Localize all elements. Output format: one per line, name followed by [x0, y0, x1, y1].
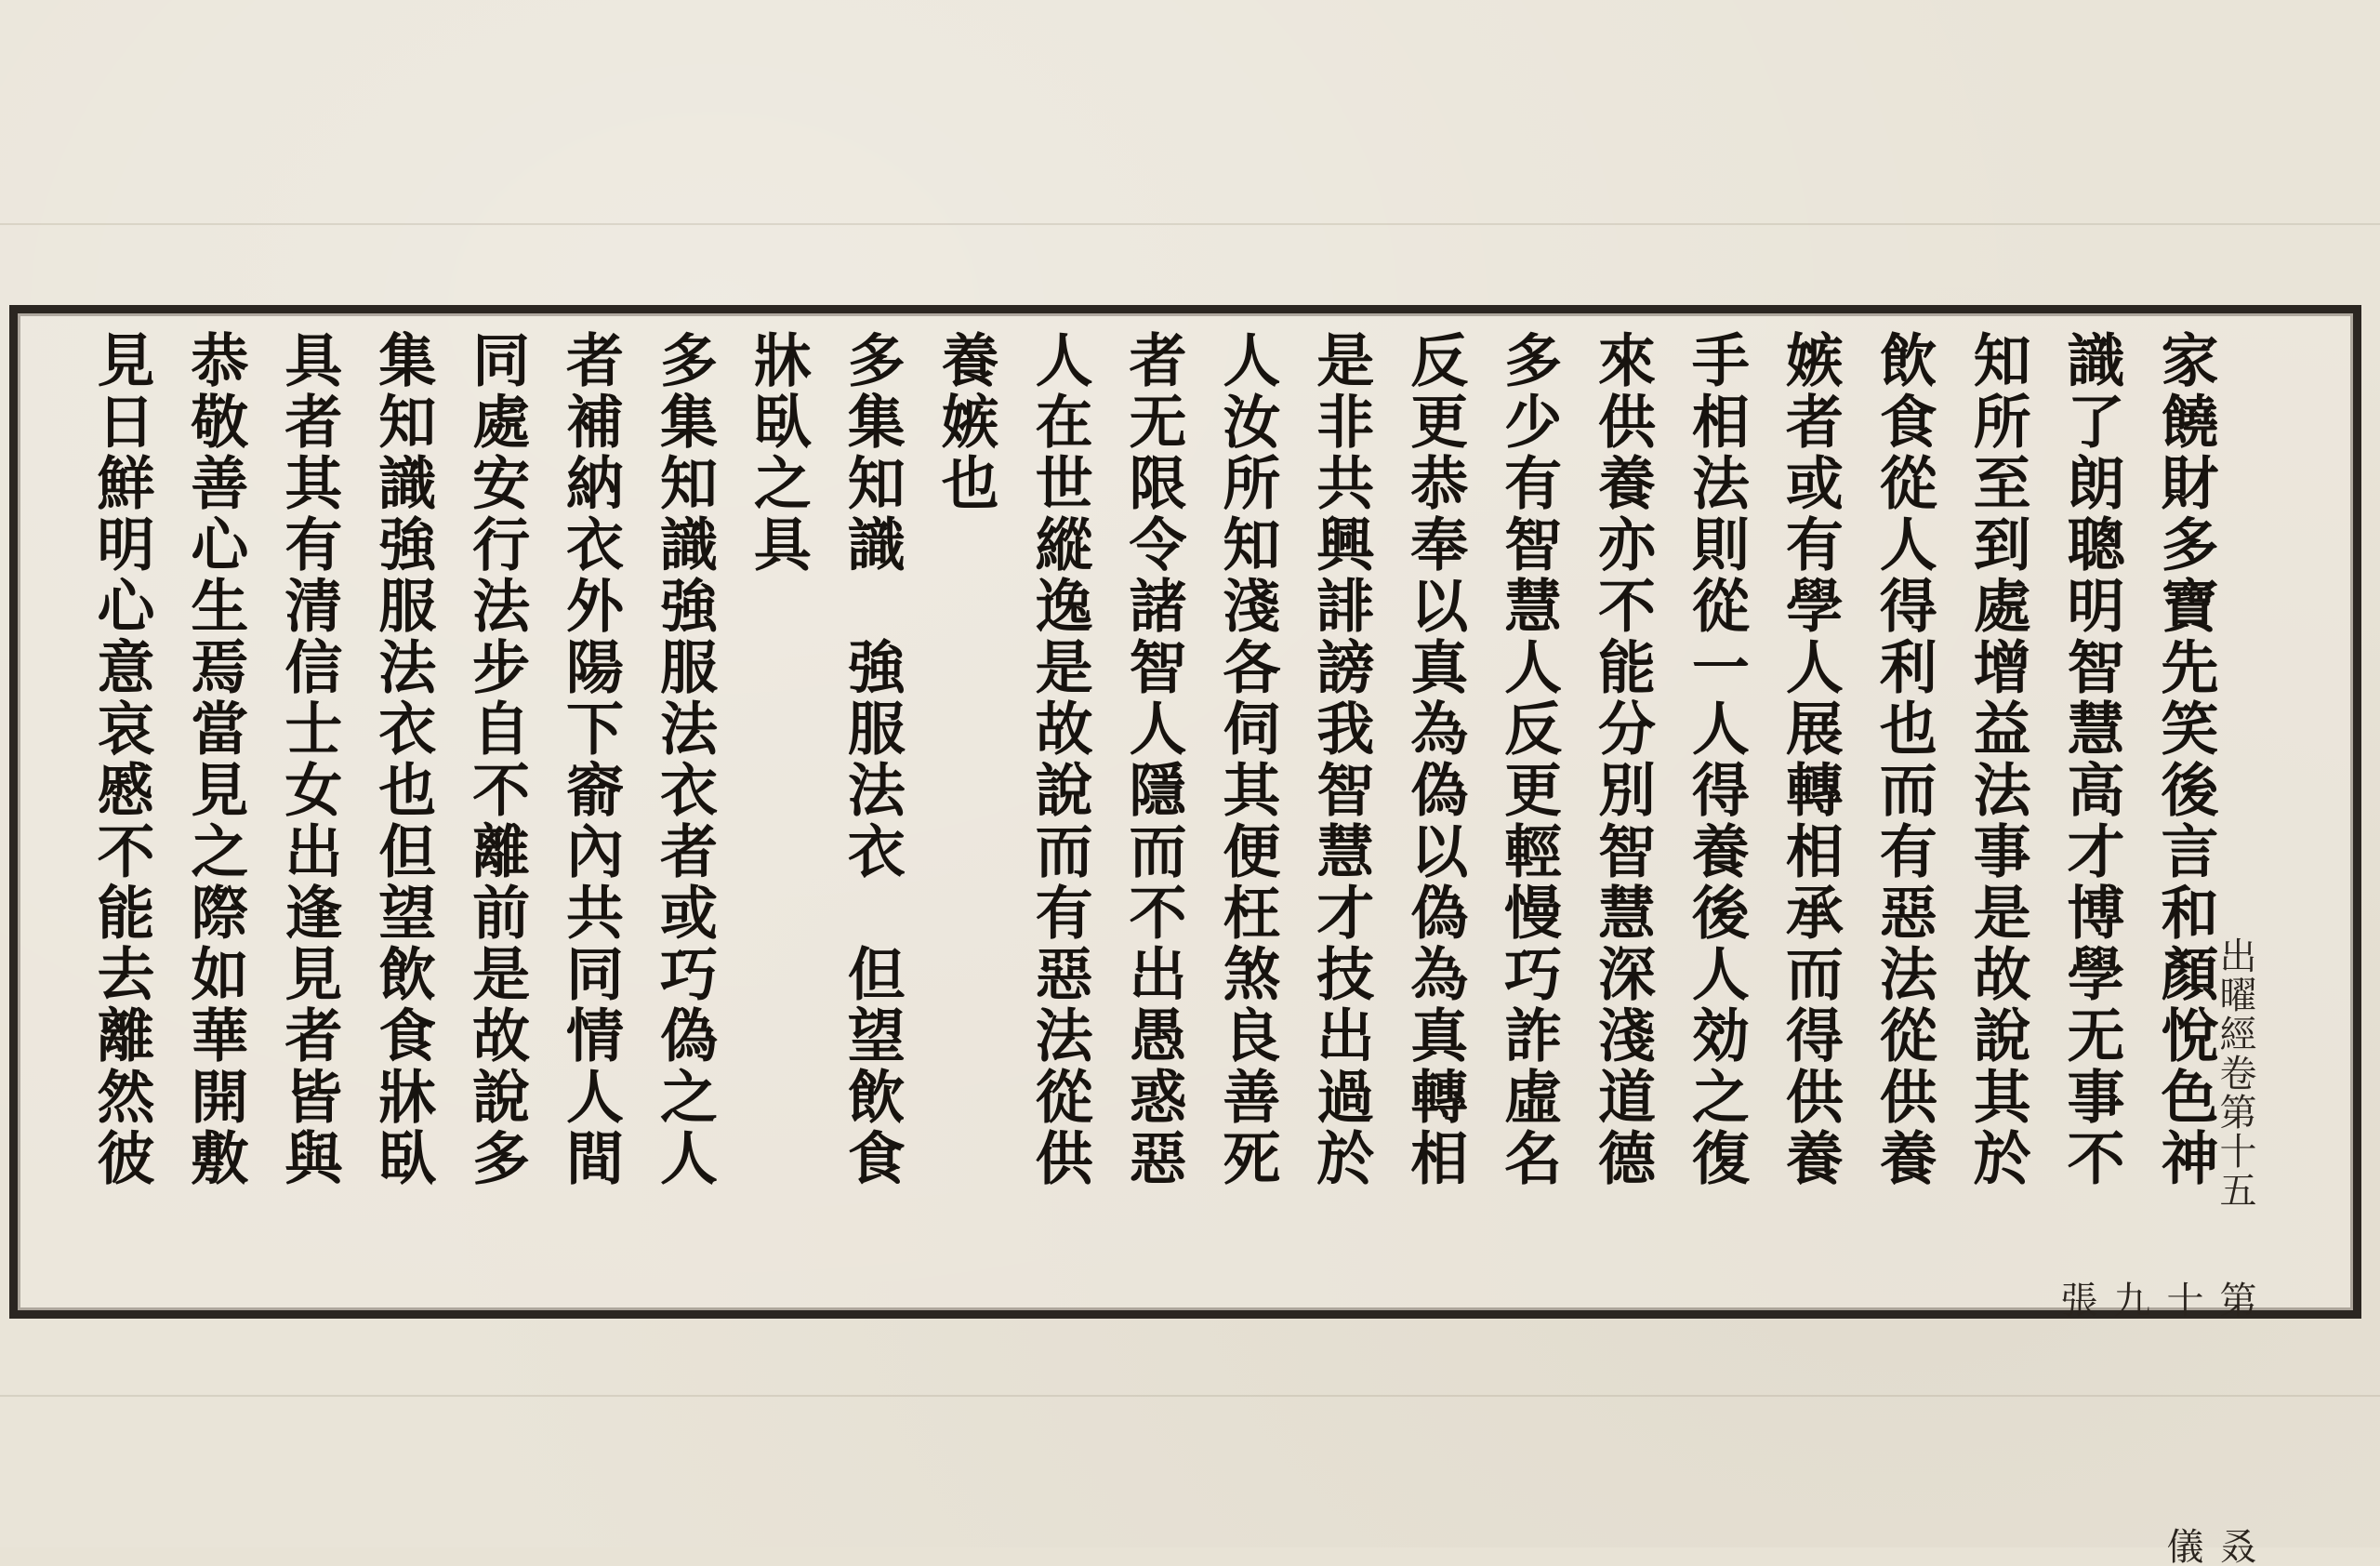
margin-leaf-number: 第十九張: [2055, 1281, 2256, 1320]
verse-column: 多集知識 強服法衣 但望飲食: [838, 330, 906, 1189]
text-column: 見日鮮明心意哀慼不能去離然彼: [87, 330, 155, 1189]
text-column: 人汝所知淺各伺其便枉煞良善死: [1212, 330, 1281, 1189]
text-column: 同處安行法步自不離前是故說多: [462, 330, 531, 1189]
text-column: 多集知識強服法衣者或巧偽之人: [650, 330, 719, 1189]
paper-crease: [0, 1395, 2380, 1397]
text-column: 恭敬善心生焉當見之際如華開敷: [180, 330, 249, 1189]
paper-crease: [0, 223, 2380, 225]
text-column: 反更恭奉以真為偽以偽為真轉相: [1400, 330, 1469, 1189]
text-column: 人在世縱逸是故說而有惡法從供: [1025, 330, 1094, 1189]
margin-carver-mark: 叒儀: [2161, 1527, 2256, 1566]
margin-sutra-title: 出曜經卷第十五: [2214, 936, 2256, 1210]
text-column: 家饒財多寶先笑後言和顏悅色神: [2150, 330, 2219, 1189]
text-column: 識了朗聰明智慧高才博學无事不: [2057, 330, 2126, 1189]
text-column: 嫉者或有學人展轉相承而得供養: [1776, 330, 1844, 1189]
text-column: 手相法則從一人得養後人効之復: [1682, 330, 1751, 1189]
text-column: 者无限令諸智人隱而不出愚惑惡: [1118, 330, 1187, 1189]
text-column: 集知識強服法衣也但望飲食牀臥: [368, 330, 437, 1189]
printed-text-block: [9, 305, 2361, 1566]
text-column: 是非共興誹謗我智慧才技出過於: [1306, 330, 1375, 1189]
text-column: 多少有智慧人反更輕慢巧詐虛名: [1494, 330, 1563, 1189]
text-column: 知所至到處增益法事是故說其於: [1964, 330, 2032, 1189]
text-column: 飲食從人得利也而有惡法從供養: [1870, 330, 1938, 1189]
text-columns: [87, 330, 2219, 1294]
verse-column: 牀臥之具: [744, 330, 813, 576]
text-column: 者補納衣外陽下窬內共同情人間: [556, 330, 625, 1189]
text-column: 來供養亦不能分別智慧深淺道德: [1588, 330, 1657, 1189]
text-column: 養嫉也: [932, 330, 1000, 514]
text-column: 具者其有清信士女出逢見者皆與: [274, 330, 343, 1189]
